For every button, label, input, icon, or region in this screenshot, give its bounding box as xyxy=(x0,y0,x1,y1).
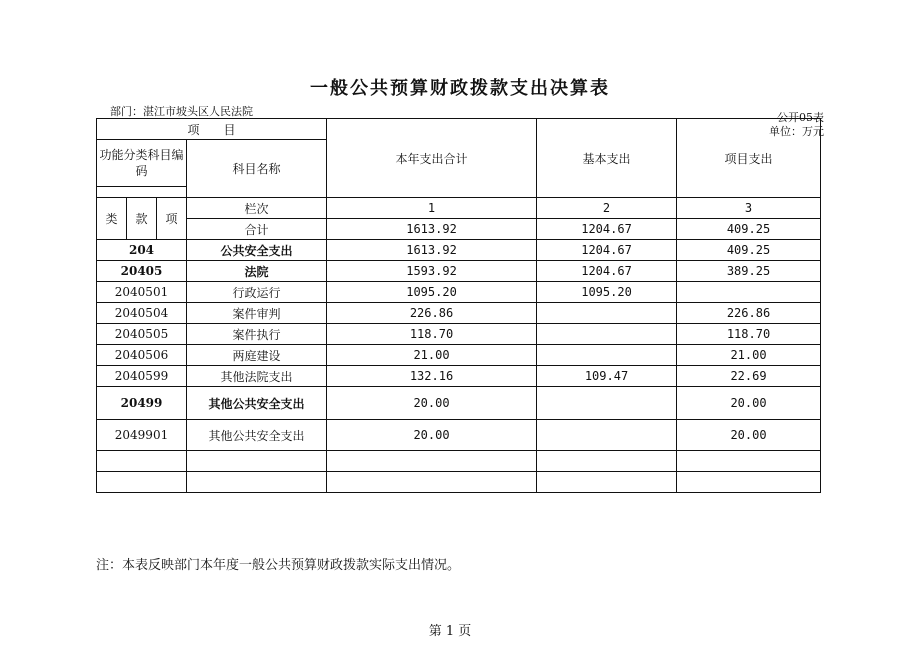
table-row xyxy=(97,420,821,451)
sum-label: 合计 xyxy=(187,219,327,240)
row-name: 法院 xyxy=(187,261,327,282)
header-basic: 基本支出 xyxy=(537,119,677,198)
row-project: 118.70 xyxy=(677,324,821,345)
row-basic: 1095.20 xyxy=(537,282,677,303)
empty-cell xyxy=(187,472,327,493)
expenditure-table xyxy=(96,118,821,493)
row-basic: 109.47 xyxy=(537,366,677,387)
row-name: 公共安全支出 xyxy=(187,240,327,261)
row-name: 案件审判 xyxy=(187,303,327,324)
row-total: 1095.20 xyxy=(327,282,537,303)
header-lanci: 栏次 xyxy=(187,198,327,219)
col-number-1: 1 xyxy=(327,198,537,219)
col-number-2: 2 xyxy=(537,198,677,219)
row-name: 其他公共安全支出 xyxy=(187,387,327,420)
col-number-3: 3 xyxy=(677,198,821,219)
row-project xyxy=(677,282,821,303)
row-project: 20.00 xyxy=(677,420,821,451)
row-total: 132.16 xyxy=(327,366,537,387)
row-basic xyxy=(537,420,677,451)
row-project: 389.25 xyxy=(677,261,821,282)
empty-cell xyxy=(327,451,537,472)
empty-cell xyxy=(97,472,187,493)
header-spacer xyxy=(97,187,187,198)
row-name: 两庭建设 xyxy=(187,345,327,366)
header-project-exp: 项目支出 xyxy=(677,119,821,198)
row-code: 20405 xyxy=(97,261,187,282)
row-total: 20.00 xyxy=(327,387,537,420)
row-total: 21.00 xyxy=(327,345,537,366)
sum-project: 409.25 xyxy=(677,219,821,240)
header-name: 科目名称 xyxy=(187,140,327,198)
empty-cell xyxy=(327,472,537,493)
header-xiang: 项 xyxy=(157,198,187,240)
header-project: 项 目 xyxy=(97,119,327,140)
row-code: 2040504 xyxy=(97,303,187,324)
row-basic xyxy=(537,303,677,324)
row-basic: 1204.67 xyxy=(537,261,677,282)
header-lei: 类 xyxy=(97,198,127,240)
sum-row xyxy=(97,219,821,240)
row-name: 案件执行 xyxy=(187,324,327,345)
row-code: 2049901 xyxy=(97,420,187,451)
row-total: 20.00 xyxy=(327,420,537,451)
empty-cell xyxy=(187,451,327,472)
header-kuan: 款 xyxy=(127,198,157,240)
empty-cell xyxy=(537,451,677,472)
empty-row xyxy=(97,472,821,493)
row-total: 226.86 xyxy=(327,303,537,324)
empty-row xyxy=(97,451,821,472)
row-code: 204 xyxy=(97,240,187,261)
row-code: 2040506 xyxy=(97,345,187,366)
page-number: 第 1 页 xyxy=(428,624,472,639)
header-row-project xyxy=(97,119,821,140)
table-row xyxy=(97,282,821,303)
row-total: 118.70 xyxy=(327,324,537,345)
row-code: 20499 xyxy=(97,387,187,420)
row-total: 1613.92 xyxy=(327,240,537,261)
sum-basic: 1204.67 xyxy=(537,219,677,240)
table-row xyxy=(97,240,821,261)
row-project: 226.86 xyxy=(677,303,821,324)
row-basic: 1204.67 xyxy=(537,240,677,261)
table-row xyxy=(97,366,821,387)
header-code: 功能分类科目编码 xyxy=(97,140,187,187)
row-basic xyxy=(537,387,677,420)
empty-cell xyxy=(677,451,821,472)
row-name: 其他法院支出 xyxy=(187,366,327,387)
row-name: 其他公共安全支出 xyxy=(187,420,327,451)
row-project: 22.69 xyxy=(677,366,821,387)
form-number: 公开05表 xyxy=(777,111,824,124)
empty-cell xyxy=(537,472,677,493)
unit-label: 单位：万元 xyxy=(769,125,824,138)
row-code: 2040505 xyxy=(97,324,187,345)
table-row xyxy=(97,387,821,420)
table-row xyxy=(97,324,821,345)
row-project: 21.00 xyxy=(677,345,821,366)
row-code: 2040599 xyxy=(97,366,187,387)
department-label: 部门：湛江市坡头区人民法院 xyxy=(110,105,253,118)
row-project: 20.00 xyxy=(677,387,821,420)
header-total: 本年支出合计 xyxy=(327,119,537,198)
row-project: 409.25 xyxy=(677,240,821,261)
page-title: 一般公共预算财政拨款支出决算表 xyxy=(310,78,610,99)
footnote: 注：本表反映部门本年度一般公共预算财政拨款实际支出情况。 xyxy=(96,558,461,573)
row-total: 1593.92 xyxy=(327,261,537,282)
table-row xyxy=(97,345,821,366)
row-basic xyxy=(537,324,677,345)
header-row-lanci xyxy=(97,198,821,219)
row-code: 2040501 xyxy=(97,282,187,303)
empty-cell xyxy=(97,451,187,472)
empty-cell xyxy=(677,472,821,493)
sum-total: 1613.92 xyxy=(327,219,537,240)
row-basic xyxy=(537,345,677,366)
row-name: 行政运行 xyxy=(187,282,327,303)
table-row xyxy=(97,303,821,324)
table-row xyxy=(97,261,821,282)
